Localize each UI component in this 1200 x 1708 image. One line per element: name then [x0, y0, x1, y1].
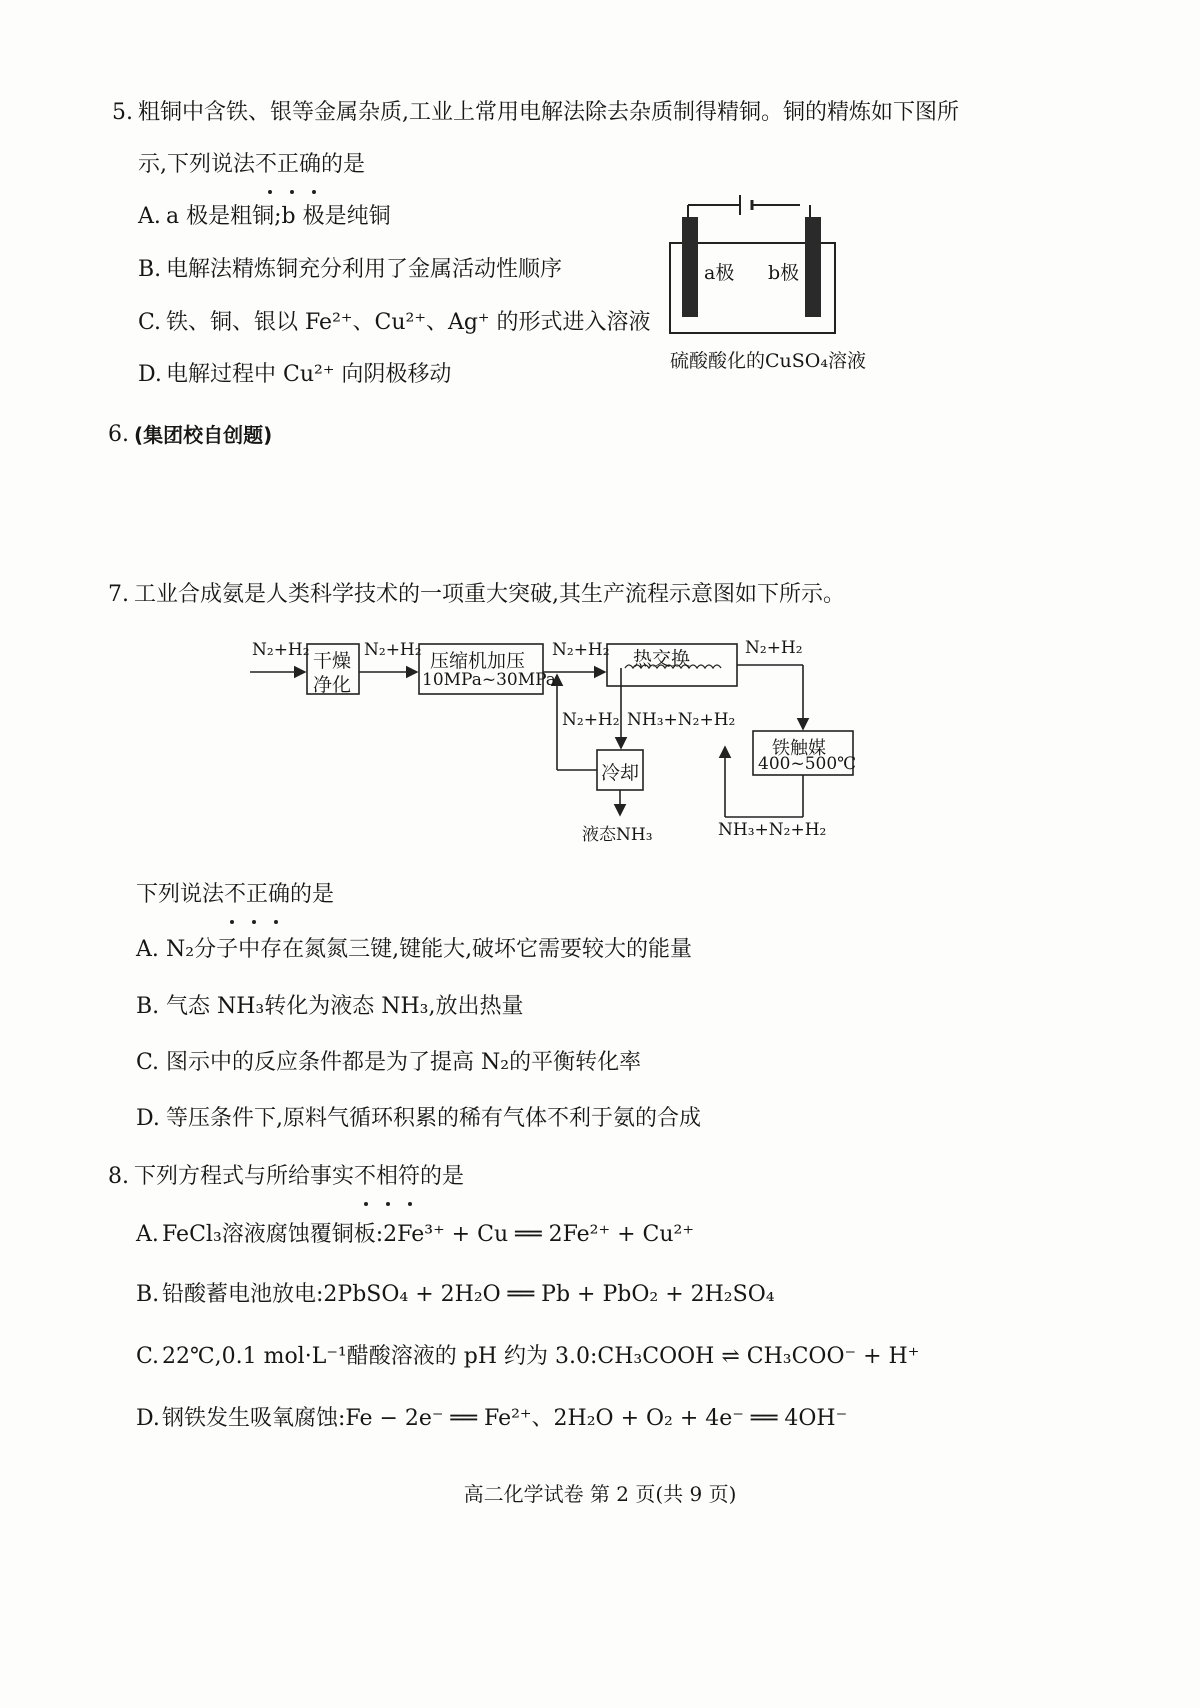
q8-option-b-label: B.: [136, 1282, 160, 1307]
q7-option-b-label: B.: [136, 994, 160, 1019]
q5-option-a-label: A.: [138, 204, 161, 229]
flow-heat-exchange: 热交换: [633, 648, 691, 670]
flow-to-catalyst: N₂+H₂: [745, 638, 803, 658]
q5-stem-line2: 示,下列说法不正确的是: [138, 152, 365, 177]
q5-option-d-label: D.: [138, 362, 162, 387]
q7-option-c: 图示中的反应条件都是为了提高 N₂的平衡转化率: [166, 1050, 642, 1075]
q8-option-a: FeCl₃溶液腐蚀覆铜板:2Fe³⁺ + Cu ══ 2Fe²⁺ + Cu²⁺: [162, 1222, 694, 1247]
q7-option-d: 等压条件下,原料气循环积累的稀有气体不利于氨的合成: [166, 1106, 701, 1131]
flow-after-dry: N₂+H₂: [364, 640, 422, 660]
flow-from-catalyst: NH₃+N₂+H₂: [718, 820, 827, 840]
q7-emphasis-dots: [224, 910, 284, 916]
q8-option-d: 钢铁发生吸氧腐蚀:Fe − 2e⁻ ══ Fe²⁺、2H₂O + O₂ + 4e⁻ ══ 4OH⁻: [162, 1406, 848, 1431]
page-footer: 高二化学试卷 第 2 页(共 9 页): [463, 1482, 737, 1506]
q8-option-c-label: C.: [136, 1344, 160, 1369]
flow-compress-line2: 10MPa~30MPa: [422, 670, 556, 690]
flow-catalyst-line2: 400~500℃: [758, 754, 857, 774]
q6-text: (集团校自创题): [134, 423, 273, 447]
q5-option-a: a 极是粗铜;b 极是纯铜: [166, 204, 391, 229]
q7-stem: 工业合成氨是人类科学技术的一项重大突破,其生产流程示意图如下所示。: [134, 582, 845, 607]
q8-number: 8.: [108, 1164, 129, 1189]
q8-option-d-label: D.: [136, 1406, 160, 1431]
flow-liquid-nh3: 液态NH₃: [582, 825, 653, 845]
flow-to-cool: NH₃+N₂+H₂: [627, 710, 736, 730]
electrode-a: [682, 217, 698, 317]
q5-option-b: 电解法精炼铜充分利用了金属活动性顺序: [166, 257, 563, 282]
q8-stem: 下列方程式与所给事实不相符的是: [134, 1164, 465, 1189]
q7-option-b: 气态 NH₃转化为液态 NH₃,放出热量: [166, 994, 524, 1019]
q5-number: 5.: [112, 100, 133, 125]
q5-option-c-label: C.: [138, 310, 162, 335]
q7-option-d-label: D.: [136, 1106, 160, 1131]
flow-dry-line2: 净化: [313, 674, 352, 696]
q6-number: 6.: [108, 422, 129, 447]
q7-option-a: N₂分子中存在氮氮三键,键能大,破坏它需要较大的能量: [166, 937, 693, 962]
flow-after-compress: N₂+H₂: [552, 640, 610, 660]
q5-option-d: 电解过程中 Cu²⁺ 向阴极移动: [166, 362, 452, 387]
q8-option-a-label: A.: [136, 1222, 159, 1247]
electrode-b-label: b极: [768, 262, 800, 284]
q8-option-c: 22℃,0.1 mol·L⁻¹醋酸溶液的 pH 约为 3.0:CH₃COOH ⇌ CH₃COO⁻ + H⁺: [162, 1344, 920, 1369]
q7-prompt: 下列说法不正确的是: [136, 882, 335, 907]
electrode-a-label: a极: [704, 262, 735, 284]
flow-catalyst-line1: 铁触媒: [772, 738, 826, 759]
flow-compress-line1: 压缩机加压: [430, 650, 526, 672]
q5-option-b-label: B.: [138, 257, 162, 282]
q7-option-a-label: A.: [136, 937, 159, 962]
flow-dry-line1: 干燥: [313, 650, 352, 672]
q7-number: 7.: [108, 582, 129, 607]
q5-stem-line1: 粗铜中含铁、银等金属杂质,工业上常用电解法除去杂质制得精铜。铜的精炼如下图所: [138, 100, 959, 125]
q8-option-b: 铅酸蓄电池放电:2PbSO₄ + 2H₂O ══ Pb + PbO₂ + 2H₂SO₄: [162, 1282, 775, 1307]
q8-emphasis-dots: [358, 1192, 418, 1198]
flow-cool: 冷却: [601, 762, 640, 784]
q5-option-c: 铁、铜、银以 Fe²⁺、Cu²⁺、Ag⁺ 的形式进入溶液: [166, 310, 651, 335]
q5-emphasis-dots: [262, 180, 322, 186]
electrode-b: [805, 217, 821, 317]
flow-input-gas: N₂+H₂: [252, 640, 310, 660]
flow-recycle: N₂+H₂: [562, 710, 620, 730]
q7-option-c-label: C.: [136, 1050, 160, 1075]
electrolysis-caption: 硫酸酸化的CuSO₄溶液: [670, 350, 866, 372]
